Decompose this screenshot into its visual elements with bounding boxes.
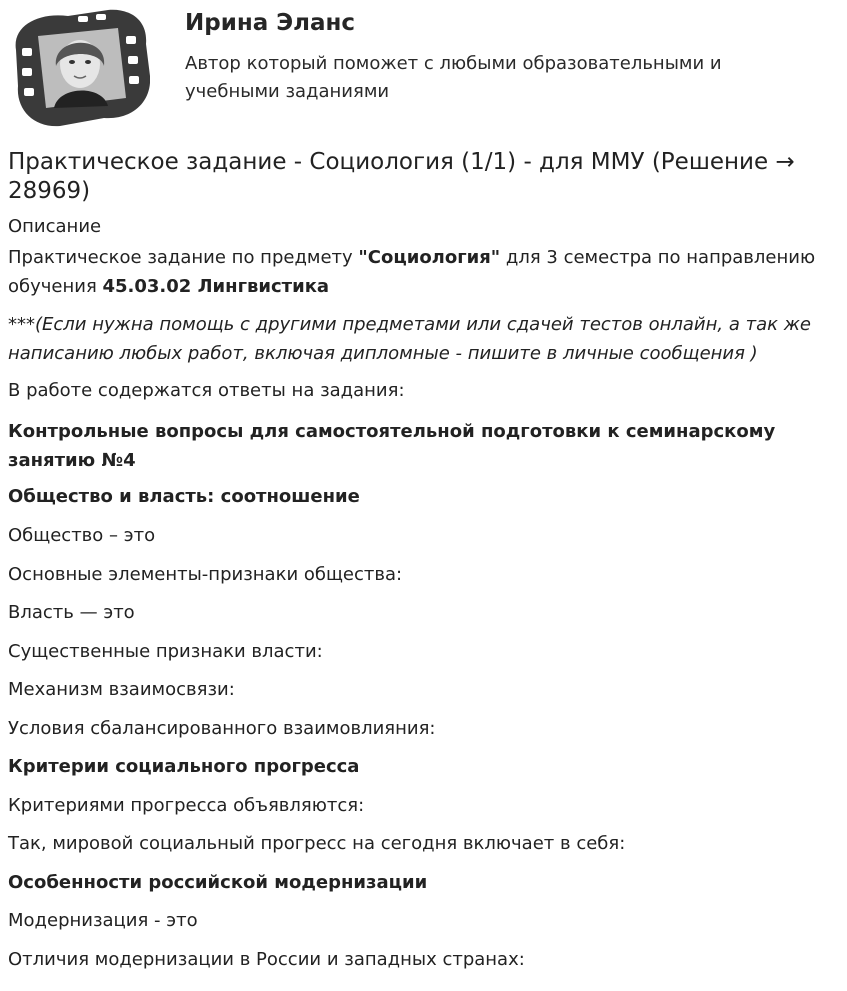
list-item: Существенные признаки власти: <box>8 641 323 662</box>
intro-text-1: Практическое задание по предмету <box>8 247 359 268</box>
author-description: Автор который поможет с любыми образовательными и учебными заданиями <box>185 53 722 102</box>
intro-paragraph <box>8 243 843 301</box>
list-item <box>8 417 843 475</box>
section-heading: Общество и власть: соотношение <box>8 486 360 507</box>
description-heading: Описание <box>8 216 102 237</box>
intro-text-2: для 3 семестра по направлению обучения <box>8 247 816 297</box>
list-item: Отличия модернизации в России и западных странах: <box>8 949 525 970</box>
list-item: Так, мировой социальный прогресс на сегодня включает в себя: <box>8 833 626 854</box>
intro-subject: "Социология" <box>358 247 501 268</box>
author-name[interactable]: Ирина Эланс <box>185 10 356 36</box>
section-heading: Особенности российской модернизации <box>8 872 428 893</box>
author-avatar <box>8 6 150 128</box>
list-item: Общество – это <box>8 525 156 546</box>
list-item <box>8 872 427 893</box>
list-item: Условия сбалансированного взаимовлияния: <box>8 718 436 739</box>
list-item <box>8 756 359 777</box>
page-title: Практическое задание - Социология (1/1) - для ММУ (Решение → 28969) <box>8 149 795 204</box>
contains-text: В работе содержатся ответы на задания: <box>8 380 405 401</box>
note-text: ***(Если нужна помощь с другими предметами или сдачей тестов онлайн, а так же написанию любых работ, включая дипломные - пишите в личные сообщения ) <box>8 314 811 364</box>
note-paragraph <box>8 310 843 368</box>
intro-direction: 45.03.02 Лингвистика <box>102 276 330 297</box>
list-item: Модернизация - это <box>8 910 198 931</box>
list-item: Критериями прогресса объявляются: <box>8 795 365 816</box>
list-item: Власть — это <box>8 602 135 623</box>
list-item: Основные элементы-признаки общества: <box>8 564 403 585</box>
list-item <box>8 486 360 507</box>
list-item: Механизм взаимосвязи: <box>8 679 235 700</box>
author-card <box>0 0 847 140</box>
section-heading: Критерии социального прогресса <box>8 756 360 777</box>
section-heading: Контрольные вопросы для самостоятельной подготовки к семинарскому занятию №4 <box>8 421 776 471</box>
